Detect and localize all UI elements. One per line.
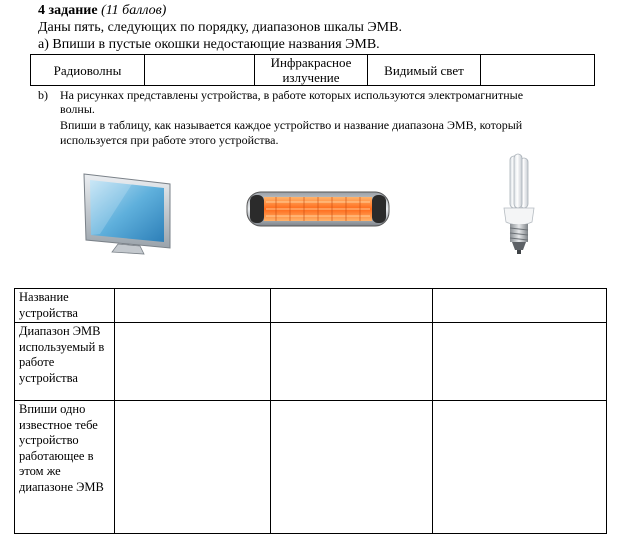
answer-table: [14, 288, 607, 534]
answer-cell-2-2[interactable]: [271, 323, 433, 401]
scale-cell-2-empty[interactable]: [145, 55, 255, 86]
task-title: [38, 3, 166, 19]
answer-cell-1-1[interactable]: [115, 289, 271, 323]
task-points: (11 баллов): [101, 3, 167, 18]
part-b-line-2: волны.: [60, 102, 95, 116]
part-b-line-3: Впиши в таблицу, как называется каждое устройство и название диапазона ЭМВ, который: [60, 118, 523, 132]
answer-cell-3-1[interactable]: [115, 401, 271, 534]
infrared-heater-icon: [246, 188, 390, 230]
scale-cell-5-empty[interactable]: [481, 55, 595, 86]
task-intro: Даны пять, следующих по порядку, диапазонов шкалы ЭМВ.: [38, 20, 402, 35]
row-header-device-name: Название устройства: [15, 289, 115, 323]
part-b-marker: b): [38, 88, 48, 102]
row-header-emw-range: Диапазон ЭМВ используемый в работе устройства: [15, 323, 115, 401]
answer-cell-1-2[interactable]: [271, 289, 433, 323]
energy-saving-lamp-icon: [496, 152, 542, 260]
row-header-other-device: Впиши одно известное тебе устройство работающее в этом же диапазоне ЭМВ: [15, 401, 115, 534]
task-number: 4 задание: [38, 3, 98, 18]
answer-cell-3-3[interactable]: [433, 401, 607, 534]
tv-monitor-icon: [82, 170, 174, 260]
scale-cell-1: Радиоволны: [31, 55, 145, 86]
part-b-line-4: используется при работе этого устройства.: [60, 133, 279, 147]
answer-cell-2-1[interactable]: [115, 323, 271, 401]
answer-cell-3-2[interactable]: [271, 401, 433, 534]
answer-cell-2-3[interactable]: [433, 323, 607, 401]
part-b-line-1: На рисунках представлены устройства, в работе которых используются электромагнитные: [60, 88, 524, 102]
answer-cell-1-3[interactable]: [433, 289, 607, 323]
part-a-instruction: a) Впиши в пустые окошки недостающие названия ЭМВ.: [38, 37, 380, 52]
scale-cell-3: Инфракрасное излучение: [255, 55, 368, 86]
scale-cell-4: Видимый свет: [368, 55, 481, 86]
emw-scale-table: [30, 54, 595, 86]
